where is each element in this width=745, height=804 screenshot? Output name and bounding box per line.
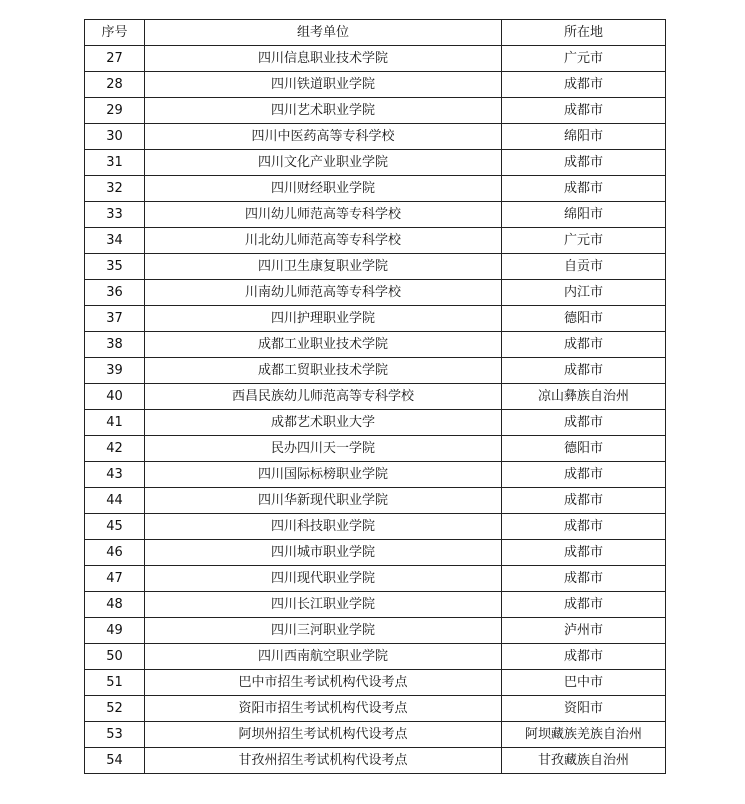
table-row — [85, 488, 666, 514]
cell-location: 内江市 — [502, 280, 666, 306]
cell-location: 甘孜藏族自治州 — [502, 748, 666, 774]
table-row — [85, 254, 666, 280]
cell-unit: 甘孜州招生考试机构代设考点 — [145, 748, 502, 774]
table-body — [85, 46, 666, 774]
table-row — [85, 592, 666, 618]
cell-location: 凉山彝族自治州 — [502, 384, 666, 410]
table-row — [85, 462, 666, 488]
cell-location: 成都市 — [502, 488, 666, 514]
cell-location: 成都市 — [502, 358, 666, 384]
cell-location: 成都市 — [502, 150, 666, 176]
table-row — [85, 176, 666, 202]
cell-location: 自贡市 — [502, 254, 666, 280]
cell-unit: 资阳市招生考试机构代设考点 — [145, 696, 502, 722]
cell-serial: 47 — [85, 566, 145, 592]
cell-unit: 阿坝州招生考试机构代设考点 — [145, 722, 502, 748]
table-row — [85, 514, 666, 540]
cell-unit: 四川长江职业学院 — [145, 592, 502, 618]
cell-location: 成都市 — [502, 644, 666, 670]
cell-serial: 34 — [85, 228, 145, 254]
cell-location: 成都市 — [502, 566, 666, 592]
cell-serial: 54 — [85, 748, 145, 774]
cell-location: 泸州市 — [502, 618, 666, 644]
table-row — [85, 566, 666, 592]
table-row — [85, 618, 666, 644]
cell-serial: 36 — [85, 280, 145, 306]
cell-serial: 29 — [85, 98, 145, 124]
cell-unit: 四川华新现代职业学院 — [145, 488, 502, 514]
cell-location: 成都市 — [502, 98, 666, 124]
cell-serial: 51 — [85, 670, 145, 696]
cell-serial: 31 — [85, 150, 145, 176]
cell-location: 阿坝藏族羌族自治州 — [502, 722, 666, 748]
cell-serial: 45 — [85, 514, 145, 540]
cell-location: 成都市 — [502, 514, 666, 540]
table-row — [85, 72, 666, 98]
cell-unit: 四川信息职业技术学院 — [145, 46, 502, 72]
cell-location: 绵阳市 — [502, 124, 666, 150]
cell-serial: 39 — [85, 358, 145, 384]
cell-unit: 巴中市招生考试机构代设考点 — [145, 670, 502, 696]
cell-serial: 33 — [85, 202, 145, 228]
cell-unit: 四川卫生康复职业学院 — [145, 254, 502, 280]
table-row — [85, 358, 666, 384]
cell-unit: 四川文化产业职业学院 — [145, 150, 502, 176]
header-unit: 组考单位 — [145, 20, 502, 46]
cell-serial: 40 — [85, 384, 145, 410]
cell-unit: 四川护理职业学院 — [145, 306, 502, 332]
cell-location: 德阳市 — [502, 436, 666, 462]
table-row — [85, 124, 666, 150]
table-row — [85, 436, 666, 462]
cell-serial: 43 — [85, 462, 145, 488]
cell-unit: 民办四川天一学院 — [145, 436, 502, 462]
cell-serial: 27 — [85, 46, 145, 72]
table-row — [85, 722, 666, 748]
cell-location: 广元市 — [502, 228, 666, 254]
cell-serial: 48 — [85, 592, 145, 618]
cell-location: 成都市 — [502, 410, 666, 436]
cell-unit: 四川现代职业学院 — [145, 566, 502, 592]
cell-unit: 成都工业职业技术学院 — [145, 332, 502, 358]
cell-unit: 川南幼儿师范高等专科学校 — [145, 280, 502, 306]
cell-location: 成都市 — [502, 540, 666, 566]
cell-serial: 44 — [85, 488, 145, 514]
table-row — [85, 384, 666, 410]
cell-location: 成都市 — [502, 72, 666, 98]
cell-unit: 四川中医药高等专科学校 — [145, 124, 502, 150]
cell-location: 成都市 — [502, 176, 666, 202]
cell-serial: 37 — [85, 306, 145, 332]
cell-location: 资阳市 — [502, 696, 666, 722]
cell-unit: 四川艺术职业学院 — [145, 98, 502, 124]
cell-location: 绵阳市 — [502, 202, 666, 228]
cell-serial: 28 — [85, 72, 145, 98]
cell-serial: 52 — [85, 696, 145, 722]
cell-location: 成都市 — [502, 592, 666, 618]
table-row — [85, 410, 666, 436]
cell-unit: 四川三河职业学院 — [145, 618, 502, 644]
table-header-row — [85, 20, 666, 46]
table-row — [85, 670, 666, 696]
cell-location: 成都市 — [502, 332, 666, 358]
cell-serial: 30 — [85, 124, 145, 150]
table-row — [85, 332, 666, 358]
table-row — [85, 644, 666, 670]
cell-serial: 53 — [85, 722, 145, 748]
cell-location: 德阳市 — [502, 306, 666, 332]
table-row — [85, 228, 666, 254]
table-row — [85, 748, 666, 774]
table-row — [85, 46, 666, 72]
table-row — [85, 540, 666, 566]
cell-unit: 四川城市职业学院 — [145, 540, 502, 566]
table-row — [85, 306, 666, 332]
table-row — [85, 150, 666, 176]
cell-serial: 32 — [85, 176, 145, 202]
table-row — [85, 202, 666, 228]
cell-serial: 42 — [85, 436, 145, 462]
cell-serial: 49 — [85, 618, 145, 644]
cell-unit: 西昌民族幼儿师范高等专科学校 — [145, 384, 502, 410]
cell-serial: 38 — [85, 332, 145, 358]
cell-unit: 四川财经职业学院 — [145, 176, 502, 202]
cell-location: 广元市 — [502, 46, 666, 72]
exam-units-table — [84, 19, 666, 774]
cell-serial: 41 — [85, 410, 145, 436]
table-row — [85, 98, 666, 124]
cell-unit: 四川幼儿师范高等专科学校 — [145, 202, 502, 228]
cell-location: 巴中市 — [502, 670, 666, 696]
table-row — [85, 280, 666, 306]
cell-unit: 四川国际标榜职业学院 — [145, 462, 502, 488]
cell-unit: 川北幼儿师范高等专科学校 — [145, 228, 502, 254]
cell-unit: 四川西南航空职业学院 — [145, 644, 502, 670]
cell-serial: 50 — [85, 644, 145, 670]
table-row — [85, 696, 666, 722]
cell-location: 成都市 — [502, 462, 666, 488]
cell-unit: 成都工贸职业技术学院 — [145, 358, 502, 384]
header-location: 所在地 — [502, 20, 666, 46]
cell-unit: 四川科技职业学院 — [145, 514, 502, 540]
cell-serial: 35 — [85, 254, 145, 280]
cell-unit: 成都艺术职业大学 — [145, 410, 502, 436]
cell-unit: 四川铁道职业学院 — [145, 72, 502, 98]
header-serial: 序号 — [85, 20, 145, 46]
cell-serial: 46 — [85, 540, 145, 566]
